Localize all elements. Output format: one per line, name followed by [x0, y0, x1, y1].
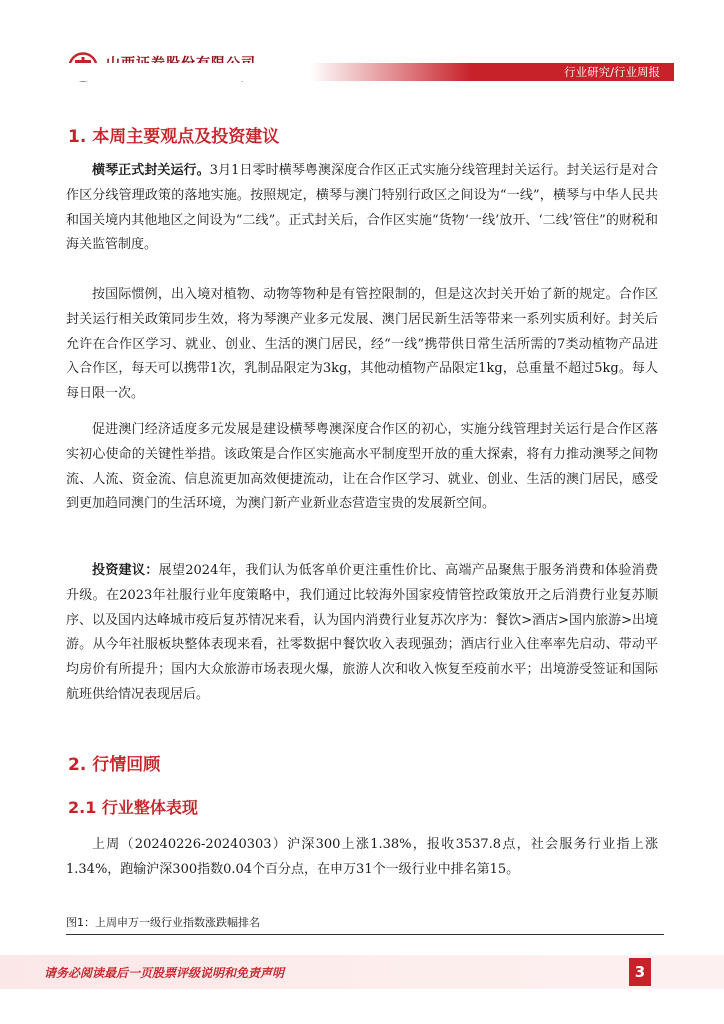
- paragraph-market-review: 上周（20240226-20240303）沪深300上涨1.38%，报收3537.8点，社会服务行业指上涨1.34%，跑输沪深300指数0.04个百分点，在申万31个一级行业中排名第15。: [66, 837, 658, 877]
- header-bar: [0, 63, 674, 81]
- section-2-title: 2. 行情回顾: [68, 755, 161, 775]
- footer-bar: [0, 955, 724, 989]
- section-1-title: 1. 本周主要观点及投资建议: [68, 127, 280, 147]
- paragraph-investment-advice: [66, 559, 658, 708]
- report-category: 行业研究/行业周报: [564, 65, 660, 79]
- figure-divider: [66, 934, 664, 935]
- figure-caption: 图1：上周申万一级行业指数涨跌幅排名: [66, 916, 260, 929]
- footer-disclaimer: 请务必阅读最后一页股票评级说明和免责声明: [44, 966, 285, 980]
- section-2-1-title: 2.1 行业整体表现: [68, 798, 198, 817]
- paragraph-macau-diversification: 促进澳门经济适度多元发展是建设横琴粤澳深度合作区的初心，实施分线管理封关运行是合作区落实初心使命的关键性举措。该政策是合作区实施高水平制度型开放的重大探索，将有力推动澳琴之间物流、人流、资金流、信息流更加高效便捷流动，让在合作区学习、就业、创业、生活的澳门居民，感受到更加趋同澳门的生活环境，为澳门新产业新业态营造宝贵的发展新空间。: [66, 422, 658, 512]
- paragraph-text: 展望2024年，我们认为低客单价更注重性价比、高端产品聚焦于服务消费和体验消费升级。在2023年社服行业年度策略中，我们通过比较海外国家疫情管控政策放开之后消费行业复苏顺序、以及国内达峰城市疫后复苏情况来看，认为国内消费行业复苏次序为：餐饮>酒店>国内旅游>出境游。从今年社服板块整体表现来看，社零数据中餐饮收入表现强劲；酒店行业入住率率先启动、带动平均房价有所提升；国内大众旅游市场表现火爆，旅游人次和收入恢复至疫前水平；出境游受签证和国际航班供给情况表现居后。: [66, 563, 658, 702]
- page-number: 3: [629, 958, 651, 986]
- paragraph-text: 3月1日零时横琴粤澳深度合作区正式实施分线管理封关运行。封关运行是对合作区分线管理政策的落地实施。按照规定，横琴与澳门特别行政区之间设为“一线”，横琴与中华人民共和国关境内其他地区之间设为“二线”。正式封关后，合作区实施“货物‘一线’放开、‘二线’管住”的财税和海关监管制度。: [66, 163, 658, 253]
- paragraph-lead: 横琴正式封关运行。: [92, 163, 210, 178]
- paragraph-hengqin: [66, 159, 658, 258]
- paragraph-quarantine-rules: 按国际惯例，出入境对植物、动物等物种是有管控限制的，但是这次封关开始了新的规定。合作区封关运行相关政策同步生效，将为琴澳产业多元发展、澳门居民新生活等带来一系列实质利好。封关后允许在合作区学习、就业、创业、生活的澳门居民，经“一线”携带供日常生活所需的7类动植物产品进入合作区，每天可以携带1次，乳制品限定为3kg，其他动植物产品限定1kg，总重量不超过5kg。每人每日限一次。: [66, 287, 658, 402]
- paragraph-lead: 投资建议：: [92, 563, 159, 578]
